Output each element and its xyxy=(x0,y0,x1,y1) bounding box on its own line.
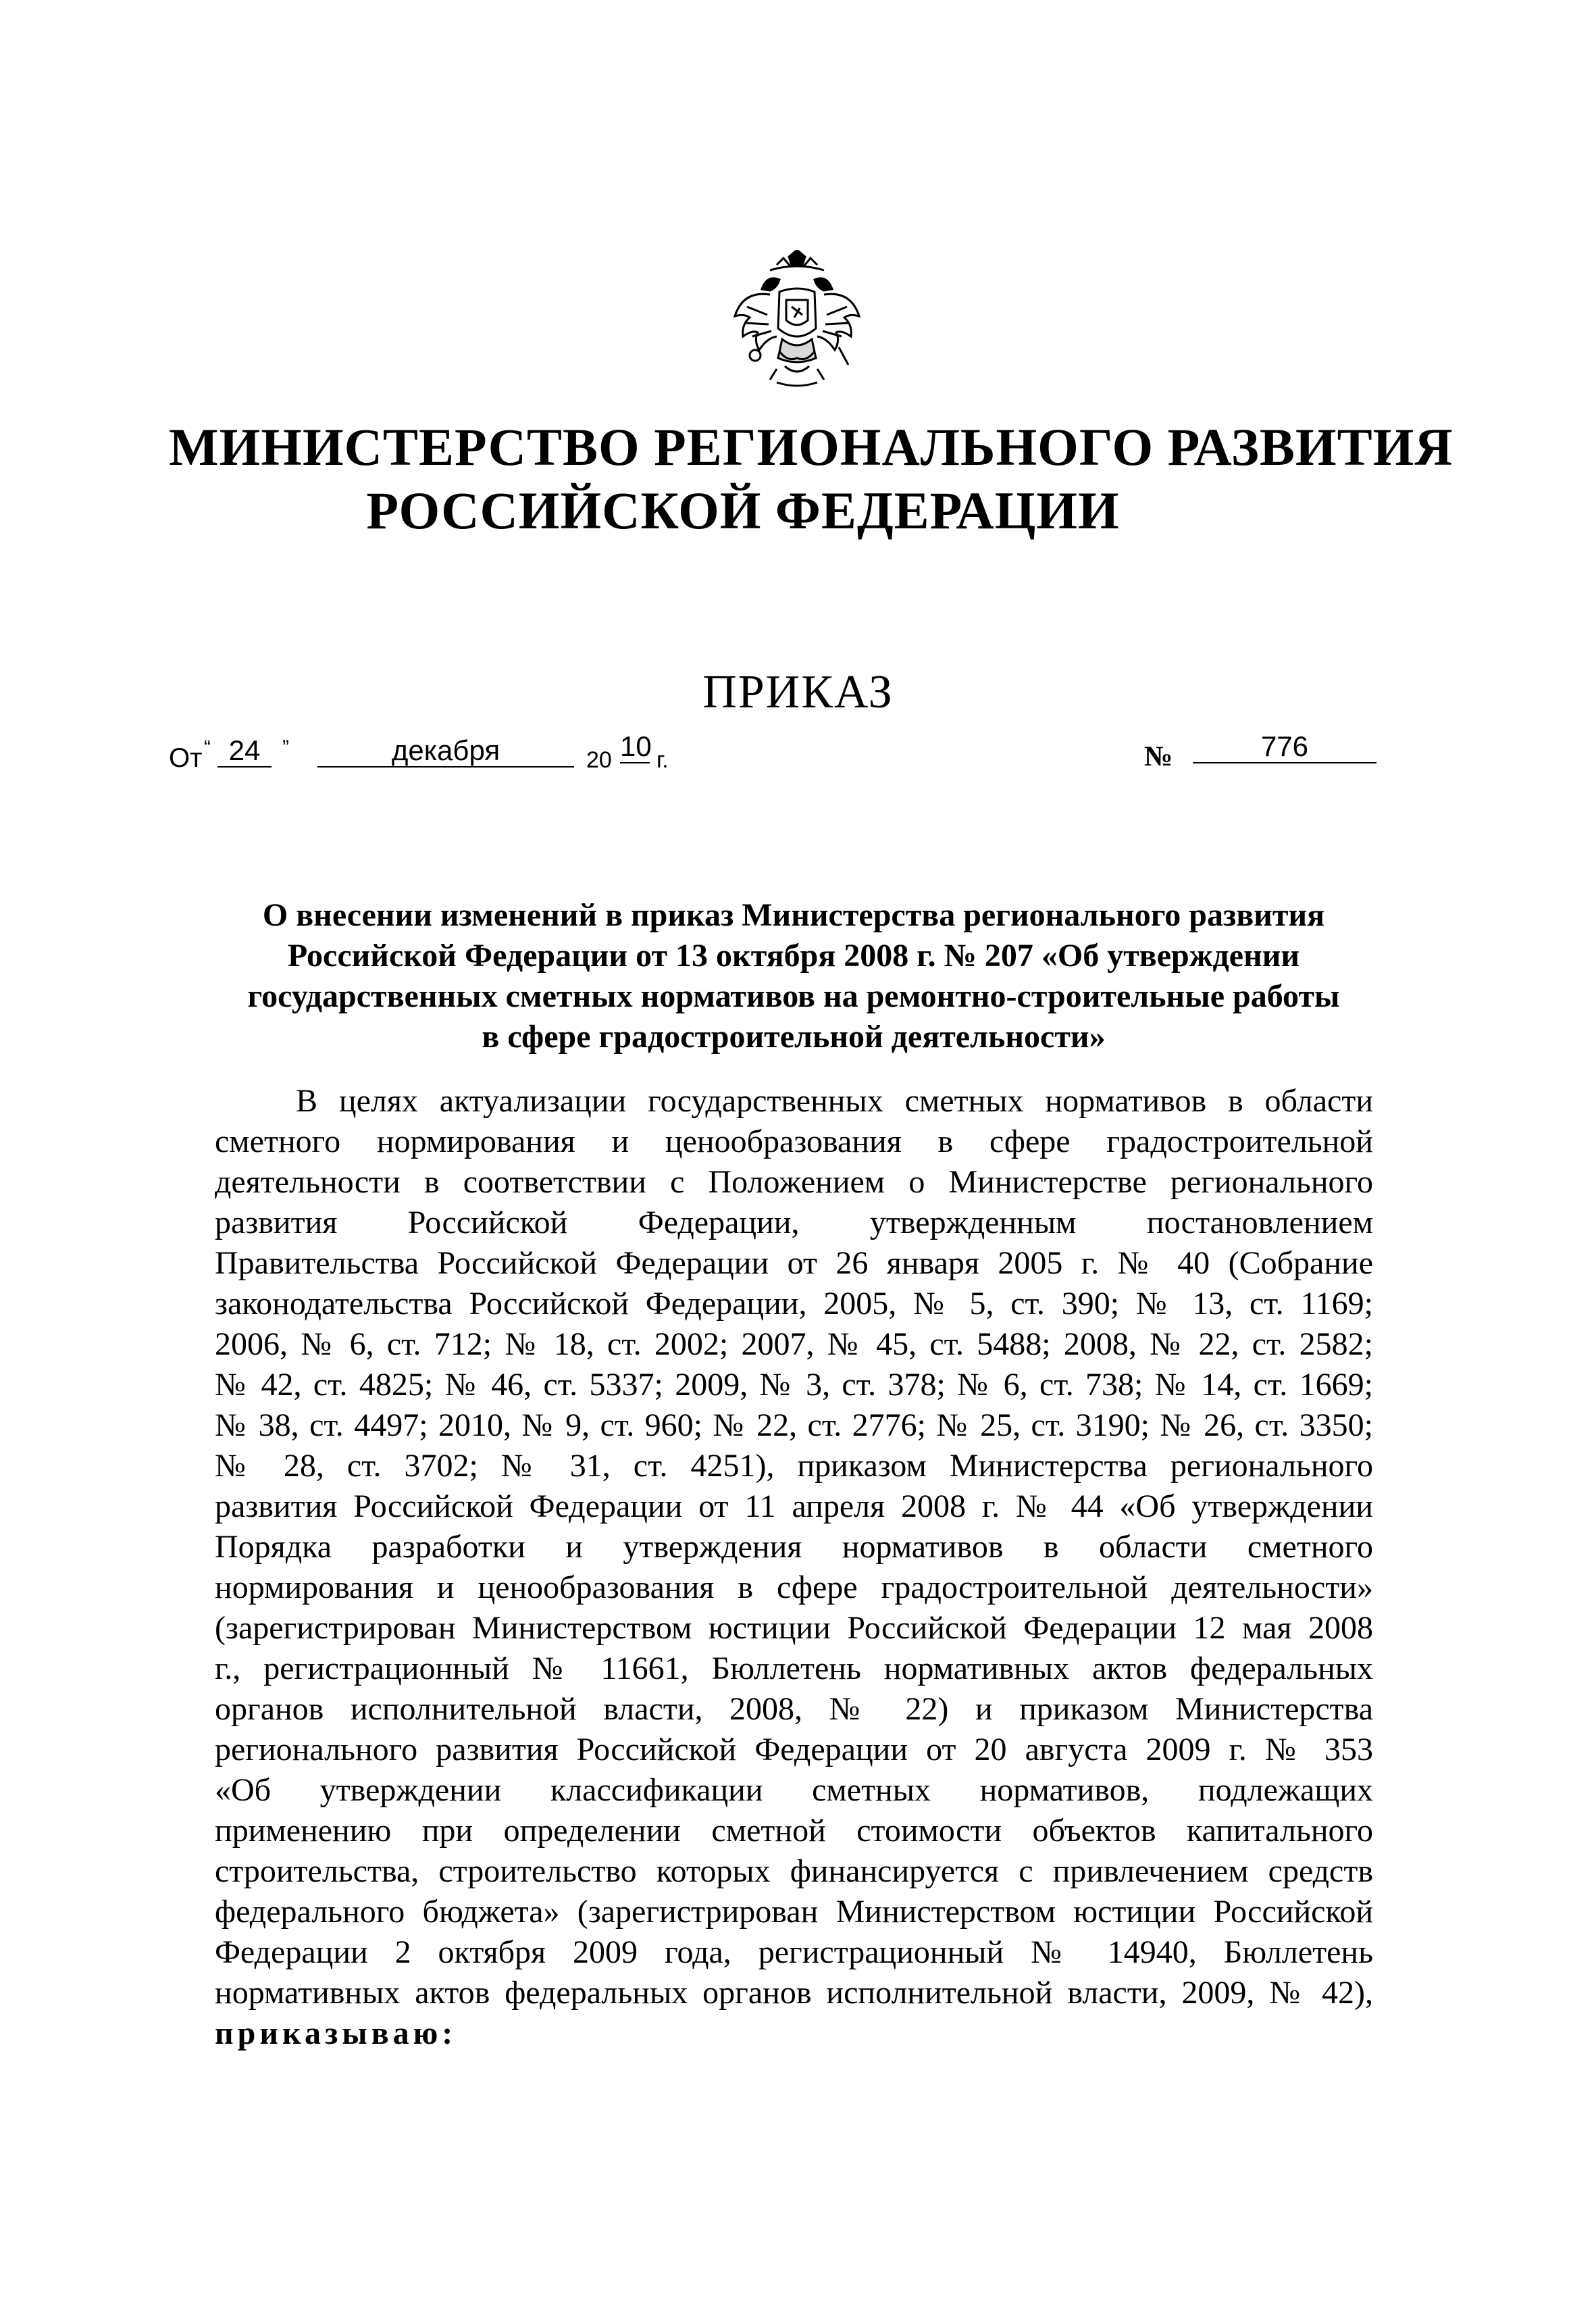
body-line: № 28, ст. 3702; № 31, ст. 4251), приказом Министерства регионального xyxy=(215,1448,1373,1484)
coat-of-arms-of-russia-icon xyxy=(729,250,865,392)
body-line: г., регистрационный № 11661, Бюллетень нормативных актов федеральных xyxy=(215,1651,1373,1686)
body-line: применению при определении сметной стоимости объектов капитального xyxy=(215,1813,1373,1848)
body-line: (зарегистрирован Министерством юстиции Российской Федерации 12 мая 2008 xyxy=(215,1610,1373,1646)
body-line: строительства, строительство которых финансируется с привлечением средств xyxy=(215,1853,1373,1889)
year-suffix: г. xyxy=(657,747,669,773)
order-year: 10 xyxy=(620,730,652,762)
quote-open: “ xyxy=(204,736,211,759)
body-line: № 42, ст. 4825; № 46, ст. 5337; 2009, № 3, ст. 378; № 6, ст. 738; № 14, ст. 1669; xyxy=(215,1367,1373,1403)
heading-line: Российской Федерации от 13 октября 2008 г. № 207 «Об утверждении xyxy=(287,938,1300,974)
heading-line: государственных сметных нормативов на ремонтно-строительные работы xyxy=(247,978,1340,1014)
body-line: В целях актуализации государственных сметных нормативов в области xyxy=(296,1083,1373,1119)
body-line: нормирования и ценообразования в сфере градостроительной деятельности» xyxy=(215,1569,1373,1605)
order-day: 24 xyxy=(217,735,272,768)
body-line: Порядка разработки и утверждения нормативов в области сметного xyxy=(215,1529,1373,1565)
order-century: 20 xyxy=(586,747,612,773)
ministry-name-line-1: МИНИСТЕРСТВО РЕГИОНАЛЬНОГО РАЗВИТИЯ xyxy=(169,418,1453,476)
order-month: декабря xyxy=(317,735,574,768)
body-line-closing xyxy=(215,2013,1373,2054)
order-body xyxy=(215,1081,1373,2054)
body-line: «Об утверждении классификации сметных нормативов, подлежащих xyxy=(215,1772,1373,1808)
order-verb: приказываю: xyxy=(215,2015,457,2051)
order-title: ПРИКАЗ xyxy=(702,666,894,718)
heading-line: О внесении изменений в приказ Министерства регионального развития xyxy=(262,897,1325,933)
body-line: Федерации 2 октября 2009 года, регистрационный № 14940, Бюллетень xyxy=(215,1934,1373,1970)
order-subject-heading xyxy=(203,895,1385,1057)
body-line: 2006, № 6, ст. 712; № 18, ст. 2002; 2007, № 45, ст. 5488; 2008, № 22, ст. 2582; xyxy=(215,1326,1373,1362)
body-line: деятельности в соответствии с Положением о Министерстве регионального xyxy=(215,1164,1373,1200)
body-line: органов исполнительной власти, 2008, № 22) и приказом Министерства xyxy=(215,1691,1373,1727)
body-line: федерального бюджета» (зарегистрирован Министерством юстиции Российской xyxy=(215,1894,1373,1930)
body-line: № 38, ст. 4497; 2010, № 9, ст. 960; № 22, ст. 2776; № 25, ст. 3190; № 26, ст. 3350; xyxy=(215,1407,1373,1443)
body-line: регионального развития Российской Федерации от 20 августа 2009 г. № 353 xyxy=(215,1732,1373,1767)
order-number: 776 xyxy=(1193,731,1376,763)
from-label: От xyxy=(169,743,203,773)
ministry-name xyxy=(169,416,1453,543)
body-line: развития Российской Федерации, утвержденным постановлением xyxy=(215,1205,1373,1240)
body-line: нормативных актов федеральных органов исполнительной власти, 2009, № 42), xyxy=(215,1975,1373,2011)
body-line: законодательства Российской Федерации, 2005, № 5, ст. 390; № 13, ст. 1169; xyxy=(215,1286,1373,1322)
heading-line: в сфере градостроительной деятельности» xyxy=(482,1019,1106,1055)
body-line: сметного нормирования и ценообразования в сфере градостроительной xyxy=(215,1124,1373,1159)
body-line: развития Российской Федерации от 11 апреля 2008 г. № 44 «Об утверждении xyxy=(215,1488,1373,1524)
quote-close: ” xyxy=(282,736,289,759)
number-label: № xyxy=(1144,741,1173,772)
body-line: Правительства Российской Федерации от 26 января 2005 г. № 40 (Собрание xyxy=(215,1245,1373,1281)
ministry-name-line-2: РОССИЙСКОЙ ФЕДЕРАЦИИ xyxy=(366,481,1120,540)
